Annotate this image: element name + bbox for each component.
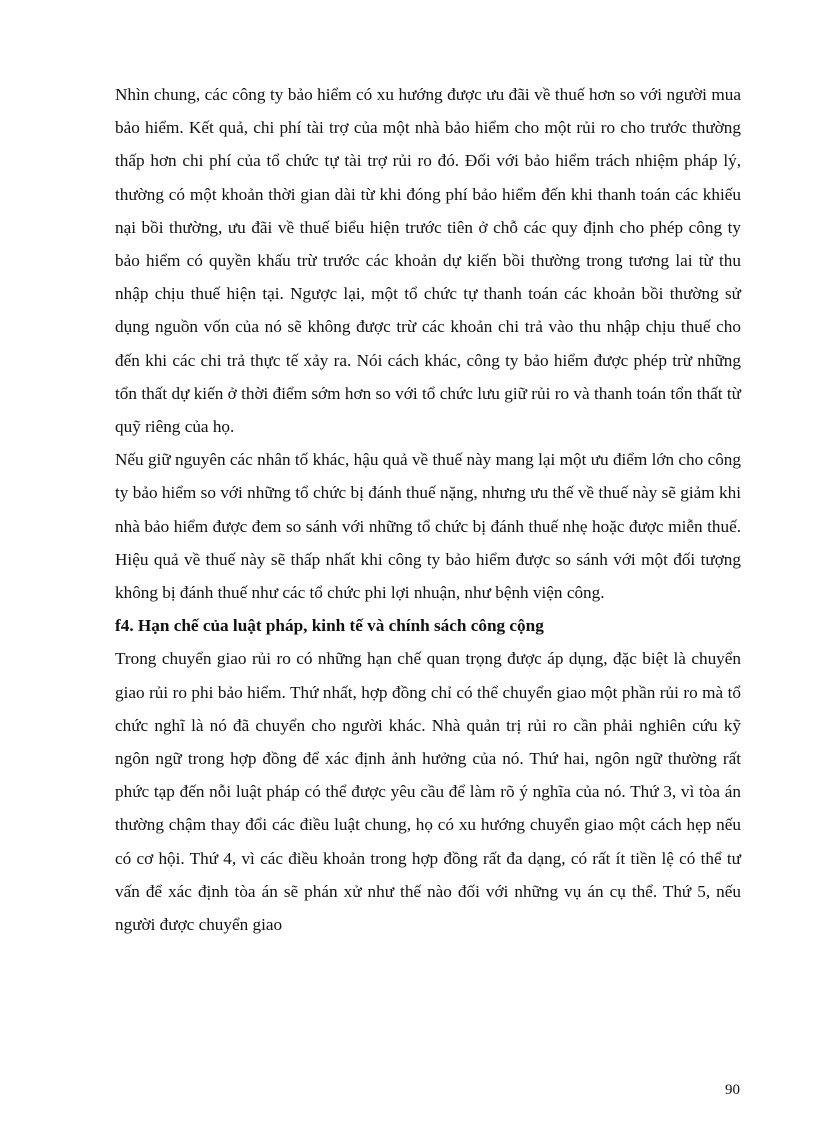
paragraph-transfer-limits: Trong chuyển giao rủi ro có những hạn chế quan trọng được áp dụng, đặc biệt là chuyển giao rủi ro phi bảo hiểm. Thứ nhất, hợp đồng chỉ có thể chuyển giao một phần rủi ro mà tổ chức nghĩ là nó đã chuyển cho người khác. Nhà quản trị rủi ro cần phải nghiên cứu kỹ ngôn ngữ trong hợp đồng để xác định ảnh hưởng của nó. Thứ hai, ngôn ngữ thường rất phức tạp đến nỗi luật pháp có thể được yêu cầu để làm rõ ý nghĩa của nó. Thứ 3, vì tòa án thường chậm thay đổi các điều luật chung, họ có xu hướng chuyển giao một cách hẹp nếu có cơ hội. Thứ 4, vì các điều khoản trong hợp đồng rất đa dạng, có rất ít tiền lệ có thể tư vấn để xác định tòa án sẽ phán xử như thế nào đối với những vụ án cụ thể. Thứ 5, nếu người được chuyển giao bbox=[115, 649, 741, 935]
page-body bbox=[115, 78, 741, 941]
page-number: 90 bbox=[725, 1082, 740, 1098]
paragraph-tax-advantage: Nhìn chung, các công ty bảo hiểm có xu hướng được ưu đãi về thuế hơn so với người mua bảo hiểm. Kết quả, chi phí tài trợ của một nhà bảo hiểm cho một rủi ro cho trước thường thấp hơn chi phí của tổ chức tự tài trợ rủi ro đó. Đối với bảo hiểm trách nhiệm pháp lý, thường có một khoản thời gian dài từ khi đóng phí bảo hiểm đến khi thanh toán các khiếu nại bồi thường, ưu đãi về thuế biểu hiện trước tiên ở chỗ các quy định cho phép công ty bảo hiểm có quyền khấu trừ trước các khoản dự kiến bồi thường trong tương lai từ thu nhập chịu thuế hiện tại. Ngược lại, một tổ chức tự thanh toán các khoản bồi thường sử dụng nguồn vốn của nó sẽ không được trừ các khoản chi trả vào thu nhập chịu thuế cho đến khi các chi trả thực tế xảy ra. Nói cách khác, công ty bảo hiểm được phép trừ những tổn thất dự kiến ở thời điểm sớm hơn so với tổ chức lưu giữ rủi ro và thanh toán tổn thất từ quỹ riêng của họ. bbox=[115, 85, 741, 437]
paragraph-tax-consequence: Nếu giữ nguyên các nhân tố khác, hậu quả về thuế này mang lại một ưu điểm lớn cho công ty bảo hiểm so với những tổ chức bị đánh thuế nặng, nhưng ưu thế về thuế này sẽ giảm khi nhà bảo hiểm được đem so sánh với những tổ chức bị đánh thuế nhẹ hoặc được miễn thuế. Hiệu quả về thuế này sẽ thấp nhất khi công ty bảo hiểm được so sánh với một đối tượng không bị đánh thuế như các tổ chức phi lợi nhuận, như bệnh viện công. bbox=[115, 450, 741, 603]
section-heading-f4: f4. Hạn chế của luật pháp, kinh tế và chính sách công cộng bbox=[115, 616, 544, 636]
